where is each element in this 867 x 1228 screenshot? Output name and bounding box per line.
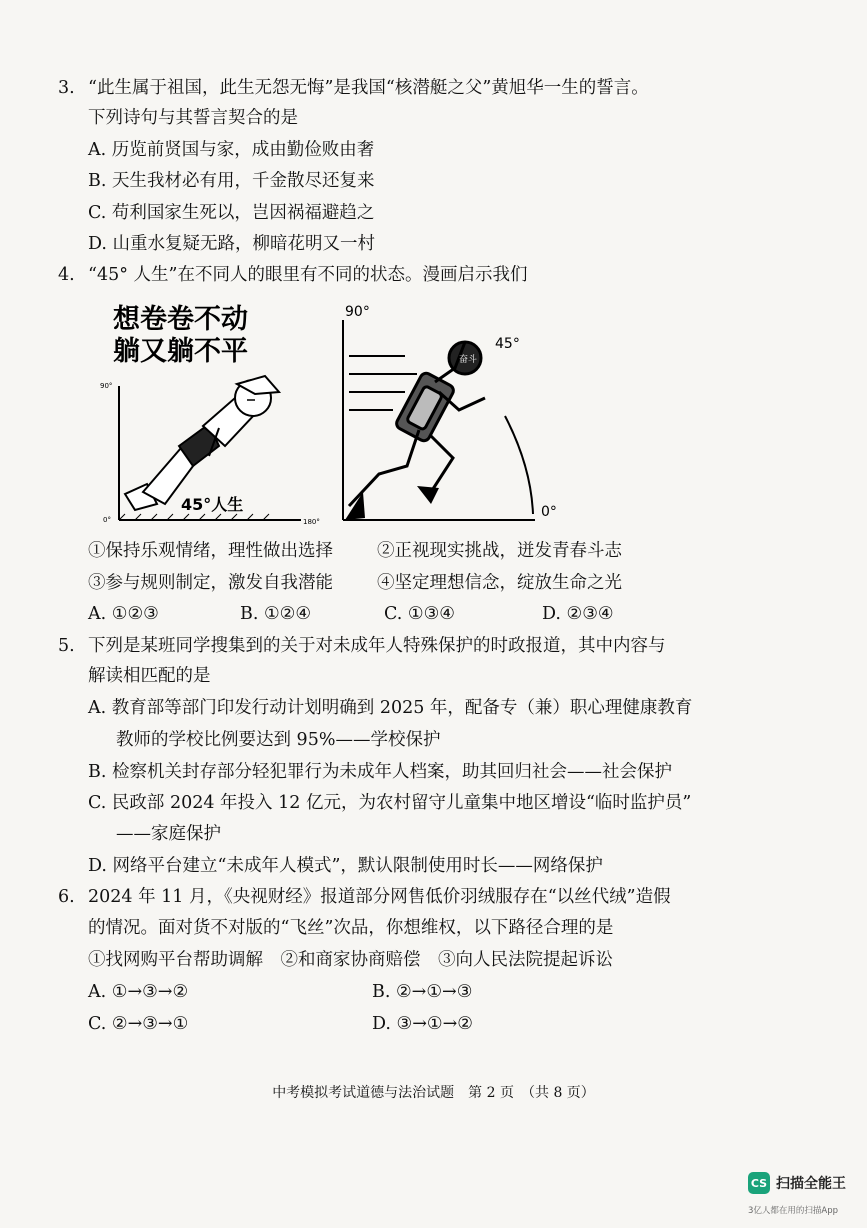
cartoon-right-angle-label: 45° [495, 336, 520, 352]
q3-option-d: D. 山重水复疑无路，柳暗花明又一村 [88, 234, 376, 254]
q5-number: 5. [58, 636, 75, 656]
q5-stem-line2: 解读相匹配的是 [88, 666, 211, 686]
q5-option-c-line1: C. 民政部 2024 年投入 12 亿元，为农村留守儿童集中地区增设“临时监护员” [88, 793, 692, 813]
scanner-app-logo [748, 1172, 846, 1194]
cartoon-left-axis-180: 180° [303, 518, 320, 526]
q3-option-a: A. 历览前贤国与家，成由勤俭败由奢 [88, 140, 375, 160]
q4-option-c: C. ①③④ [384, 604, 455, 624]
q6-option-c: C. ②→③→① [88, 1014, 189, 1034]
q6-stem-line1: 2024 年 11 月，《央视财经》报道部分网售低价羽绒服存在“以丝代绒”造假 [88, 887, 671, 907]
runner-shirt-text: 奋斗 [459, 355, 478, 365]
q6-number: 6. [58, 887, 75, 907]
q6-stem-line2: 的情况。面对货不对版的“飞丝”次品，你想维权，以下路径合理的是 [88, 918, 614, 938]
q5-stem-line1: 下列是某班同学搜集到的关于对未成年人特殊保护的时政报道，其中内容与 [88, 636, 666, 656]
scanner-app-name: 扫描全能王 [776, 1176, 846, 1192]
q5-option-a-line1: A. 教育部等部门印发行动计划明确到 2025 年，配备专（兼）职心理健康教育 [88, 698, 693, 718]
cartoon-left-lying-person [95, 296, 325, 528]
page-footer: 中考模拟考试道德与法治试题 第 2 页 （共 8 页） [272, 1085, 595, 1101]
running-person-figure [349, 342, 485, 506]
q5-option-c-line2: ——家庭保护 [116, 824, 221, 844]
cs-logo-icon: CS [748, 1172, 770, 1194]
q4-statement-2: ②正视现实挑战，迸发青春斗志 [377, 541, 622, 561]
cartoon-right-running-person [335, 296, 580, 528]
q3-option-b: B. 天生我材必有用，千金散尽还复来 [88, 171, 375, 191]
q3-stem-line1: “此生属于祖国，此生无怨无悔”是我国“核潜艇之父”黄旭华一生的誓言。 [88, 78, 649, 98]
q3-number: 3. [58, 78, 75, 98]
q5-option-b: B. 检察机关封存部分轻犯罪行为未成年人档案，助其回归社会——社会保护 [88, 762, 672, 782]
q4-option-a: A. ①②③ [88, 604, 159, 624]
q4-statement-3: ③参与规则制定，激发自我潜能 [88, 573, 333, 593]
q6-option-b: B. ②→①→③ [372, 982, 473, 1002]
q3-stem-line2: 下列诗句与其誓言契合的是 [88, 108, 298, 128]
cartoon-left-title-line2: 躺又躺不平 [113, 336, 248, 367]
q4-statement-1: ①保持乐观情绪，理性做出选择 [88, 541, 333, 561]
q4-number: 4. [58, 265, 75, 285]
cartoon-right-axis-90: 90° [345, 304, 370, 320]
leaning-person-figure [125, 376, 279, 510]
scanner-app-tagline: 3亿人都在用的扫描App [748, 1206, 839, 1216]
q4-statement-4: ④坚定理想信念，绽放生命之光 [377, 573, 622, 593]
q6-stem-line3: ①找网购平台帮助调解 ②和商家协商赔偿 ③向人民法院提起诉讼 [88, 950, 613, 970]
q3-option-c: C. 苟利国家生死以，岂因祸福避趋之 [88, 203, 375, 223]
q4-stem: “45° 人生”在不同人的眼里有不同的状态。漫画启示我们 [88, 265, 528, 285]
q5-option-a-line2: 教师的学校比例要达到 95%——学校保护 [116, 730, 441, 750]
cartoon-left-caption: 45°人生 [181, 495, 244, 514]
cartoon-right-axis-0: 0° [541, 504, 557, 520]
q4-option-d: D. ②③④ [542, 604, 614, 624]
cartoon-left-axis-90: 90° [100, 382, 113, 390]
cartoon-left-title-line1: 想卷卷不动 [113, 304, 248, 335]
cartoon-left-axis-0: 0° [103, 516, 111, 524]
q6-option-a: A. ①→③→② [88, 982, 189, 1002]
q5-option-d: D. 网络平台建立“未成年人模式”，默认限制使用时长——网络保护 [88, 856, 603, 876]
q6-option-d: D. ③→①→② [372, 1014, 473, 1034]
q4-option-b: B. ①②④ [240, 604, 312, 624]
